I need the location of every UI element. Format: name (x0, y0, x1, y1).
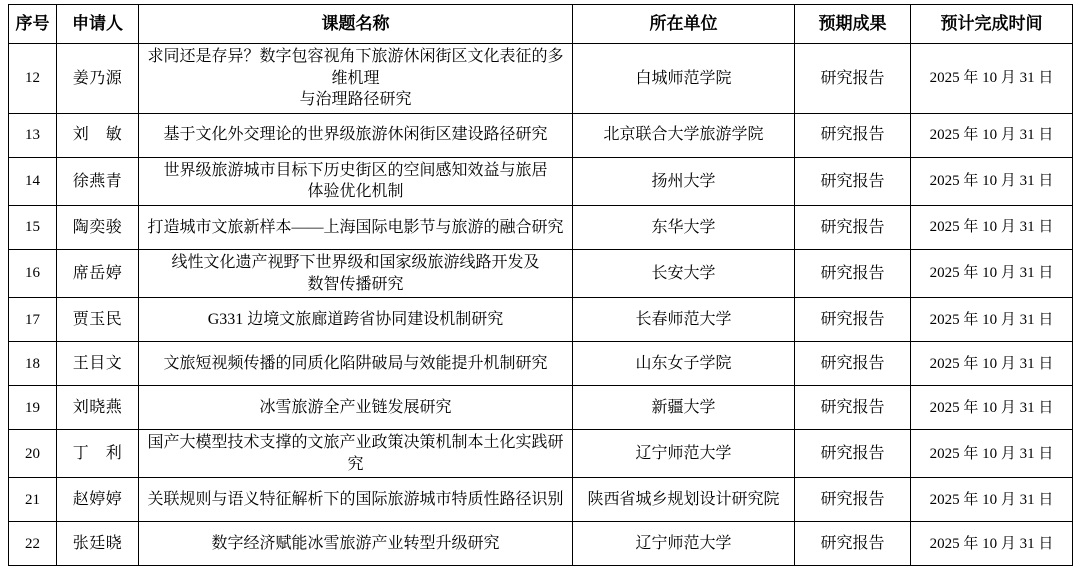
cell-applicant: 姜乃源 (57, 44, 139, 114)
cell-no: 22 (9, 522, 57, 566)
cell-applicant: 刘晓燕 (57, 386, 139, 430)
cell-no: 12 (9, 44, 57, 114)
title-line-1: 数字经济赋能冰雪旅游产业转型升级研究 (211, 535, 500, 553)
column-header-no: 序号 (9, 5, 57, 44)
table-row (9, 44, 1073, 114)
title-line-1: 关联规则与语义特征解析下的国际旅游城市特质性路径识别 (147, 491, 564, 509)
cell-title (139, 478, 573, 522)
cell-unit: 长安大学 (573, 249, 795, 297)
cell-no: 13 (9, 113, 57, 157)
title-line-1: 国产大模型技术支撑的文旅产业政策决策机制本土化实践研究 (147, 434, 564, 473)
table-header-row (9, 5, 1073, 44)
cell-title (139, 113, 573, 157)
title-line-2: 体验优化机制 (307, 183, 404, 201)
cell-unit: 新疆大学 (573, 386, 795, 430)
cell-applicant: 陶奕骏 (57, 205, 139, 249)
cell-unit: 陕西省城乡规划设计研究院 (573, 478, 795, 522)
cell-result: 研究报告 (795, 386, 911, 430)
table-header (9, 5, 1073, 44)
cell-unit: 辽宁师范大学 (573, 430, 795, 478)
title-line-1: 基于文化外交理论的世界级旅游休闲街区建设路径研究 (163, 126, 548, 144)
cell-no: 15 (9, 205, 57, 249)
cell-no: 21 (9, 478, 57, 522)
table-row (9, 386, 1073, 430)
cell-date: 2025 年 10 月 31 日 (911, 44, 1073, 114)
cell-applicant: 王目文 (57, 342, 139, 386)
table-row (9, 298, 1073, 342)
cell-no: 16 (9, 249, 57, 297)
title-line-1: 文旅短视频传播的同质化陷阱破局与效能提升机制研究 (163, 354, 548, 372)
cell-title (139, 157, 573, 205)
table-row (9, 249, 1073, 297)
cell-date: 2025 年 10 月 31 日 (911, 249, 1073, 297)
table-row (9, 205, 1073, 249)
title-line-1: 世界级旅游城市目标下历史街区的空间感知效益与旅居 (163, 161, 548, 179)
title-line-2: 数智传播研究 (307, 275, 404, 293)
title-line-1: G331 边境文旅廊道跨省协同建设机制研究 (207, 310, 504, 328)
cell-no: 14 (9, 157, 57, 205)
cell-date: 2025 年 10 月 31 日 (911, 113, 1073, 157)
column-header-title: 课题名称 (139, 5, 573, 44)
cell-result: 研究报告 (795, 522, 911, 566)
cell-date: 2025 年 10 月 31 日 (911, 205, 1073, 249)
cell-result: 研究报告 (795, 298, 911, 342)
cell-result: 研究报告 (795, 249, 911, 297)
cell-date: 2025 年 10 月 31 日 (911, 522, 1073, 566)
table-row (9, 430, 1073, 478)
cell-title (139, 430, 573, 478)
cell-applicant: 刘 敏 (57, 113, 139, 157)
cell-result: 研究报告 (795, 113, 911, 157)
column-header-date: 预计完成时间 (911, 5, 1073, 44)
title-line-1: 冰雪旅游全产业链发展研究 (259, 398, 452, 416)
cell-date: 2025 年 10 月 31 日 (911, 157, 1073, 205)
cell-no: 17 (9, 298, 57, 342)
document-page (0, 4, 1080, 553)
cell-date: 2025 年 10 月 31 日 (911, 430, 1073, 478)
cell-result: 研究报告 (795, 430, 911, 478)
cell-title (139, 522, 573, 566)
cell-date: 2025 年 10 月 31 日 (911, 342, 1073, 386)
project-table (8, 4, 1073, 566)
cell-no: 20 (9, 430, 57, 478)
column-header-result: 预期成果 (795, 5, 911, 44)
cell-result: 研究报告 (795, 342, 911, 386)
cell-date: 2025 年 10 月 31 日 (911, 386, 1073, 430)
title-line-1: 打造城市文旅新样本——上海国际电影节与旅游的融合研究 (147, 218, 564, 236)
cell-date: 2025 年 10 月 31 日 (911, 298, 1073, 342)
cell-unit: 白城师范学院 (573, 44, 795, 114)
cell-result: 研究报告 (795, 205, 911, 249)
cell-applicant: 徐燕青 (57, 157, 139, 205)
cell-unit: 山东女子学院 (573, 342, 795, 386)
cell-applicant: 席岳婷 (57, 249, 139, 297)
cell-applicant: 张廷晓 (57, 522, 139, 566)
table-row (9, 342, 1073, 386)
cell-unit: 扬州大学 (573, 157, 795, 205)
cell-unit: 北京联合大学旅游学院 (573, 113, 795, 157)
table-row (9, 157, 1073, 205)
cell-title (139, 386, 573, 430)
cell-applicant: 贾玉民 (57, 298, 139, 342)
table-row (9, 478, 1073, 522)
cell-applicant: 赵婷婷 (57, 478, 139, 522)
cell-applicant: 丁 利 (57, 430, 139, 478)
column-header-unit: 所在单位 (573, 5, 795, 44)
cell-result: 研究报告 (795, 478, 911, 522)
cell-title (139, 342, 573, 386)
cell-no: 19 (9, 386, 57, 430)
cell-result: 研究报告 (795, 157, 911, 205)
cell-title (139, 249, 573, 297)
cell-title (139, 44, 573, 114)
title-line-2: 与治理路径研究 (299, 91, 412, 109)
cell-no: 18 (9, 342, 57, 386)
title-line-1: 线性文化遗产视野下世界级和国家级旅游线路开发及 (171, 253, 540, 271)
cell-result: 研究报告 (795, 44, 911, 114)
table-row (9, 522, 1073, 566)
cell-title (139, 205, 573, 249)
title-line-1: 求同还是存异？数字包容视角下旅游休闲街区文化表征的多维机理 (147, 48, 564, 87)
cell-date: 2025 年 10 月 31 日 (911, 478, 1073, 522)
cell-unit: 长春师范大学 (573, 298, 795, 342)
cell-unit: 东华大学 (573, 205, 795, 249)
cell-unit: 辽宁师范大学 (573, 522, 795, 566)
table-body (9, 44, 1073, 566)
cell-title (139, 298, 573, 342)
table-row (9, 113, 1073, 157)
column-header-applicant: 申请人 (57, 5, 139, 44)
